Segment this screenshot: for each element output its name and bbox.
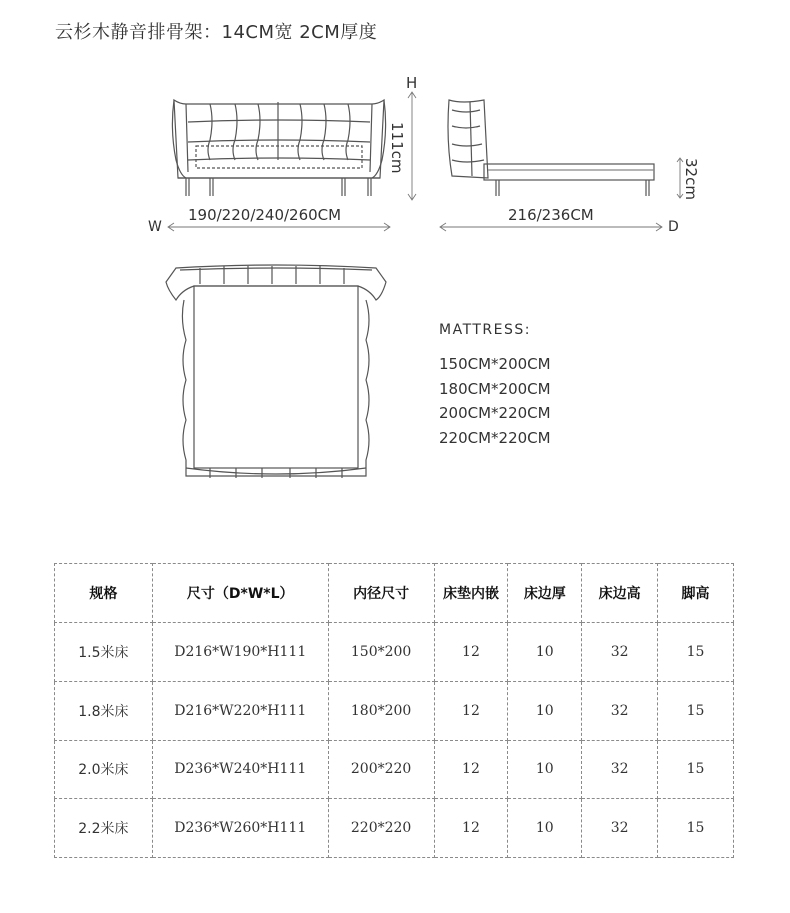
cell-rail-height: 32 [582, 799, 658, 858]
mattress-sizes [439, 322, 551, 450]
cell-spec: 2.2米床 [55, 799, 153, 858]
mattress-size: 180CM*200CM [439, 379, 551, 398]
cell-rail-height: 32 [582, 623, 658, 682]
cell-rail-thickness: 10 [508, 799, 582, 858]
cell-mattress-inset: 12 [434, 740, 508, 799]
side-view-drawing [448, 100, 654, 196]
cell-dimensions: D216*W190*H111 [152, 623, 328, 682]
depth-dimension-label: 216/236CM [508, 206, 594, 224]
cell-leg-height: 15 [658, 799, 734, 858]
header-dimensions: 尺寸（D*W*L） [152, 564, 328, 623]
height-dimension-label: 111cm [388, 122, 406, 174]
cell-dimensions: D236*W240*H111 [152, 740, 328, 799]
cell-leg-height: 15 [658, 740, 734, 799]
cell-spec: 1.8米床 [55, 681, 153, 740]
cell-inner-size: 200*220 [328, 740, 434, 799]
header-spec: 规格 [55, 564, 153, 623]
header-mattress-inset: 床垫内嵌 [434, 564, 508, 623]
depth-axis-label: D [668, 219, 679, 235]
header-rail-thickness: 床边厚 [508, 564, 582, 623]
cell-rail-thickness: 10 [508, 681, 582, 740]
side-height-label: 32cm [682, 158, 700, 200]
height-axis-label: H [406, 74, 418, 92]
mattress-size: 150CM*200CM [439, 355, 551, 373]
table-row [55, 623, 734, 682]
cell-dimensions: D216*W220*H111 [152, 681, 328, 740]
cell-mattress-inset: 12 [434, 799, 508, 858]
cell-mattress-inset: 12 [434, 681, 508, 740]
header-rail-height: 床边高 [582, 564, 658, 623]
cell-inner-size: 150*200 [328, 623, 434, 682]
cell-rail-height: 32 [582, 740, 658, 799]
table-row [55, 740, 734, 799]
width-axis-label: W [148, 219, 162, 235]
top-view-drawing [166, 265, 386, 478]
cell-leg-height: 15 [658, 623, 734, 682]
cell-spec: 2.0米床 [55, 740, 153, 799]
cell-inner-size: 180*200 [328, 681, 434, 740]
mattress-heading: MATTRESS: [439, 322, 531, 338]
width-dimension-label: 190/220/240/260CM [188, 206, 342, 224]
cell-leg-height: 15 [658, 681, 734, 740]
table-header-row [55, 564, 734, 623]
mattress-size: 220CM*220CM [439, 428, 551, 447]
header-inner-size: 内径尺寸 [328, 564, 434, 623]
cell-inner-size: 220*220 [328, 799, 434, 858]
cell-spec: 1.5米床 [55, 623, 153, 682]
header-leg-height: 脚高 [658, 564, 734, 623]
cell-dimensions: D236*W260*H111 [152, 799, 328, 858]
spec-table [54, 563, 734, 858]
page-title: 云杉木静音排骨架：14CM宽 2CM厚度 [55, 22, 378, 43]
cell-rail-height: 32 [582, 681, 658, 740]
cell-rail-thickness: 10 [508, 623, 582, 682]
cell-mattress-inset: 12 [434, 623, 508, 682]
table-row [55, 799, 734, 858]
cell-rail-thickness: 10 [508, 740, 582, 799]
front-view-drawing [172, 100, 385, 196]
mattress-size: 200CM*220CM [439, 404, 551, 422]
table-row [55, 681, 734, 740]
